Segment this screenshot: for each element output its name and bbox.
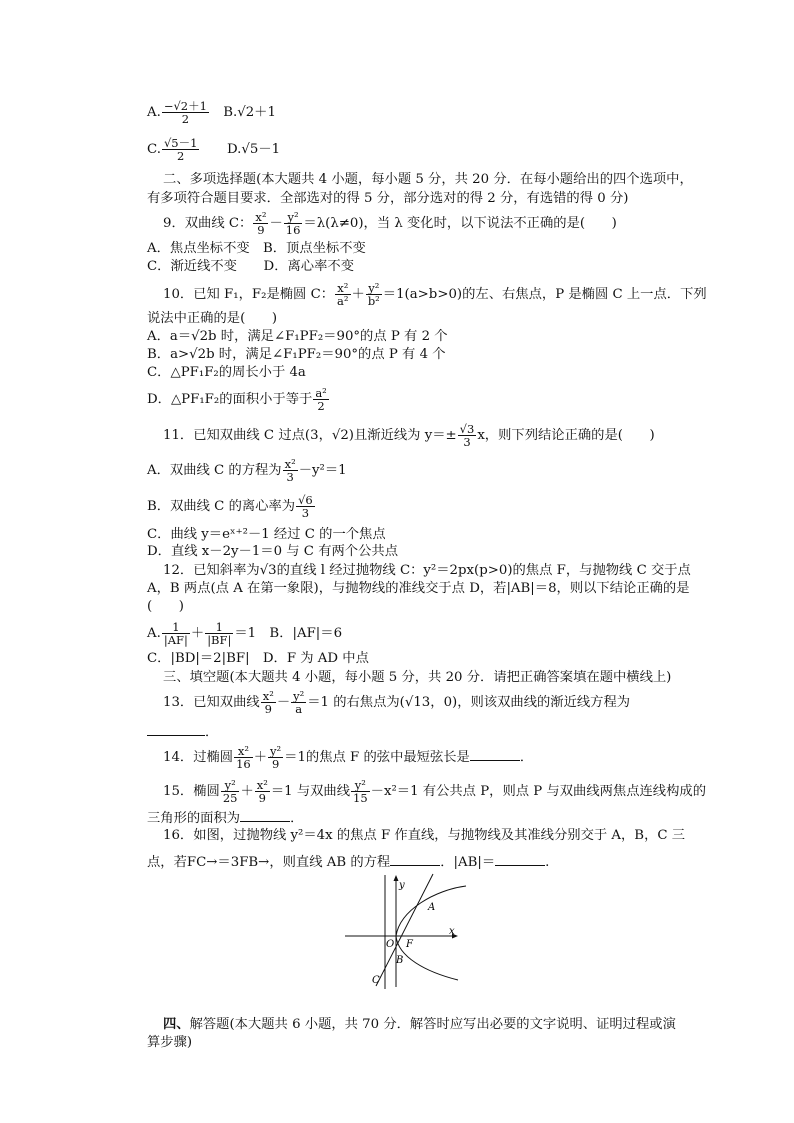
- section-2-heading-line1: 二、多项选择题(本大题共 4 小题，每小题 5 分，共 20 分．在每小题给出的四个选项中，: [163, 172, 693, 187]
- q15-l2-text: 三角形的面积为: [147, 811, 241, 826]
- q13-answer-blank[interactable]: [147, 722, 205, 736]
- q14-plus: ＋: [253, 750, 268, 765]
- question-13: [163, 690, 630, 715]
- q11-oa-text-b: －y²＝1: [298, 463, 347, 478]
- q16-l2-text-a: 点，若FC→＝3FB→，则直线 AB 的方程: [147, 855, 391, 870]
- q11-oa-den: 3: [286, 470, 294, 484]
- q12-line3: ( ): [147, 599, 184, 614]
- q10-text-a: 10．已知 F₁，F₂是椭圆 C：: [163, 287, 335, 302]
- q9-options-1: A．焦点坐标不变 B．顶点坐标不变: [147, 241, 366, 256]
- opt-c-den: 2: [177, 149, 185, 163]
- q15-answer-blank[interactable]: [240, 808, 290, 822]
- q9-f2-den: 16: [285, 223, 301, 237]
- q15-f3-den: 15: [353, 791, 368, 805]
- question-15: [163, 779, 706, 804]
- section-4-label: 四、: [163, 1017, 190, 1032]
- label-b: B: [396, 955, 404, 966]
- q13-frac-1: [261, 690, 276, 715]
- opt-a-prefix: A.: [147, 105, 161, 120]
- q14-f1-den: 16: [236, 757, 251, 771]
- q15-f2-den: 9: [258, 791, 266, 805]
- q15-f3-num: y²: [351, 779, 370, 792]
- label-c: C: [372, 975, 380, 986]
- q11-num: √3: [459, 422, 475, 436]
- opt-c-fraction: [162, 137, 199, 162]
- q15-frac-3: [351, 779, 370, 804]
- q13-f1-num: x²: [262, 689, 274, 703]
- q14-end: ．: [519, 750, 534, 765]
- q10-f1-num: x²: [335, 282, 350, 295]
- q9-frac-1: [253, 211, 268, 236]
- parabola-figure: [340, 872, 470, 992]
- q12-line1: 12．已知斜率为√3的直线 l 经过抛物线 C：y²＝2px(p>0)的焦点 F，与抛物线 C 交于点: [163, 563, 691, 578]
- q10-od-text: D．△PF₁F₂的面积小于等于: [147, 392, 313, 407]
- q15-f1-num: y²: [221, 779, 240, 792]
- q15-f1-den: 25: [222, 791, 238, 805]
- section-4-heading-line2: 算步骤): [147, 1035, 193, 1050]
- q14-f2-den: 9: [271, 757, 280, 771]
- q13-blank-line: [147, 722, 218, 742]
- q11-ob-num: √6: [298, 493, 313, 507]
- q15-line2: [147, 808, 303, 828]
- question-11: [163, 423, 655, 448]
- q10-frac-1: [335, 282, 350, 307]
- q13-frac-2: [291, 690, 306, 715]
- label-a: A: [428, 902, 436, 913]
- section-4-text: 解答题(本大题共 6 小题，共 70 分．解答时应写出必要的文字说明、证明过程或演: [189, 1017, 676, 1032]
- q11-ob-den: 3: [301, 506, 310, 520]
- q12-line2: A，B 两点(点 A 在第一象限)，与抛物线的准线交于点 D，若|AB|＝8，则以下结论正确的是: [147, 581, 690, 596]
- q12-f1-num: 1: [162, 621, 190, 634]
- question-10: [163, 282, 707, 307]
- q9-f2-num: y²: [284, 211, 303, 224]
- q15-end: ．: [290, 811, 304, 826]
- q10-od-frac: [313, 387, 328, 412]
- q10-option-a: A．a＝√2b 时，满足∠F₁PF₂＝90°的点 P 有 2 个: [147, 329, 448, 344]
- q16-l2-end: .: [545, 855, 550, 870]
- q13-f2-den: a: [295, 702, 303, 716]
- q16-line2: [147, 852, 549, 872]
- q14-f2-num: y²: [270, 744, 282, 758]
- q14-text-a: 14．过椭圆: [163, 750, 234, 765]
- opt-c-num: √5－1: [163, 136, 198, 150]
- q12-oa-text: ＝1 B．|AF|＝6: [234, 626, 343, 641]
- q12-f2-num: 1: [205, 621, 233, 634]
- section-4-heading-line1: [163, 1016, 676, 1034]
- label-o: O: [386, 939, 395, 950]
- q11-text-a: 11．已知双曲线 C 过点(3，√2)且渐近线为 y＝±: [163, 428, 457, 443]
- q9-minus: －: [269, 216, 283, 231]
- q13-text-a: 13．已知双曲线: [163, 695, 260, 710]
- q9-options-2: C．渐近线不变 D．离心率不变: [147, 259, 354, 274]
- section-2-heading-line2: 有多项符合题目要求．全部选对的得 5 分，部分选对的得 2 分，有选错的得 0 分): [147, 191, 629, 206]
- q11-oa-frac: [283, 458, 298, 483]
- label-x: x: [449, 926, 455, 937]
- opt-c-prefix: C.: [147, 142, 161, 157]
- q9-text-a: 9．双曲线 C：: [163, 216, 253, 231]
- q12-options-cd: C．|BD|＝2|BF| D．F 为 AD 中点: [147, 651, 369, 666]
- q9-text-b: ＝λ(λ≠0)，当 λ 变化时，以下说法不正确的是( ): [303, 216, 617, 231]
- q13-f2-num: y²: [293, 689, 305, 703]
- q10-f1-den: a²: [337, 294, 349, 308]
- q9-f1-den: 9: [257, 223, 265, 237]
- q11-option-a: [147, 458, 347, 483]
- q15-frac-2: [255, 779, 270, 804]
- q12-oa-prefix: A.: [147, 626, 161, 641]
- q10-od-num: a²: [315, 386, 327, 400]
- option-c: [147, 137, 280, 162]
- q16-answer-blank-2[interactable]: [495, 852, 545, 866]
- q13-text-b: ＝1 的右焦点为(√13，0)，则该双曲线的渐近线方程为: [307, 695, 631, 710]
- q10-f2-den: b²: [367, 294, 380, 308]
- q11-frac: [458, 423, 477, 448]
- opt-d: D.√5－1: [227, 142, 281, 157]
- q10-option-c: C．△PF₁F₂的周长小于 4a: [147, 365, 306, 380]
- q15-text-b: ＝1 与双曲线: [270, 784, 351, 799]
- q10-option-b: B．a>√2b 时，满足∠F₁PF₂＝90°的点 P 有 4 个: [147, 347, 446, 362]
- q12-oa-frac-1: [162, 621, 190, 646]
- opt-b: B.√2＋1: [223, 105, 276, 120]
- question-9: [163, 211, 617, 236]
- section-3-heading: 三、填空题(本大题共 4 小题，每小题 5 分，共 20 分．请把正确答案填在题中横线上): [163, 670, 672, 685]
- q14-text-b: ＝1的焦点 F 的弦中最短弦长是: [284, 750, 470, 765]
- q12-oa-frac-2: [205, 621, 233, 646]
- q10-f2-num: y²: [366, 282, 382, 295]
- q9-frac-2: [284, 211, 303, 236]
- q11-ob-text: B．双曲线 C 的离心率为: [147, 499, 296, 514]
- opt-a-den: 2: [181, 112, 190, 126]
- q15-text-c: －x²＝1 有公共点 P，则点 P 与双曲线两焦点连线构成的: [370, 784, 706, 799]
- label-y: y: [399, 880, 405, 891]
- parabola-curve: [396, 886, 466, 980]
- option-a: [147, 100, 276, 125]
- q16-l2-text-b: ．|AB|＝: [440, 855, 496, 870]
- q12-f1-den: |AF|: [163, 633, 188, 647]
- q14-frac-1: [234, 745, 253, 770]
- q11-oa-text: A．双曲线 C 的方程为: [147, 463, 282, 478]
- q11-text-b: x，则下列结论正确的是( ): [477, 428, 655, 443]
- q14-answer-blank[interactable]: [470, 747, 520, 761]
- q10-plus: ＋: [351, 287, 365, 302]
- q15-plus: ＋: [240, 784, 254, 799]
- q11-option-b: [147, 494, 316, 519]
- label-f: F: [406, 939, 413, 950]
- q15-text-a: 15．椭圆: [163, 784, 220, 799]
- q13-f1-den: 9: [264, 702, 272, 716]
- q16-answer-blank-1[interactable]: [390, 852, 440, 866]
- q15-f2-num: x²: [256, 778, 268, 792]
- q12-f2-den: |BF|: [207, 633, 232, 647]
- q9-f1-num: x²: [255, 210, 267, 224]
- q13-minus: －: [276, 695, 291, 710]
- y-axis-arrow: [394, 875, 399, 881]
- q16-line1: 16．如图，过抛物线 y²＝4x 的焦点 F 作直线，与抛物线及其准线分别交于 A，B，C 三: [163, 828, 686, 843]
- q14-f1-num: x²: [234, 745, 253, 758]
- q10-line2: 说法中正确的是( ): [147, 311, 278, 326]
- q11-option-c: C．曲线 y＝eˣ⁺²－1 经过 C 的一个焦点: [147, 527, 386, 542]
- q11-den: 3: [463, 435, 471, 449]
- q10-option-d: [147, 387, 330, 412]
- q15-frac-1: [221, 779, 240, 804]
- q12-plus: ＋: [190, 626, 205, 641]
- opt-a-num: −√2＋1: [163, 99, 207, 113]
- q10-text-b: ＝1(a>b>0)的左、右焦点，P 是椭圆 C 上一点．下列: [382, 287, 707, 302]
- q13-end: ．: [205, 725, 219, 740]
- q14-frac-2: [268, 745, 283, 770]
- q11-option-d: D．直线 x－2y－1＝0 与 C 有两个公共点: [147, 544, 398, 559]
- q11-oa-num: x²: [284, 457, 296, 471]
- opt-a-fraction: [162, 100, 209, 125]
- q10-od-den: 2: [317, 399, 325, 413]
- q11-ob-frac: [296, 494, 315, 519]
- q12-option-a: [147, 621, 342, 646]
- q10-frac-2: [366, 282, 382, 307]
- question-14: [163, 745, 533, 770]
